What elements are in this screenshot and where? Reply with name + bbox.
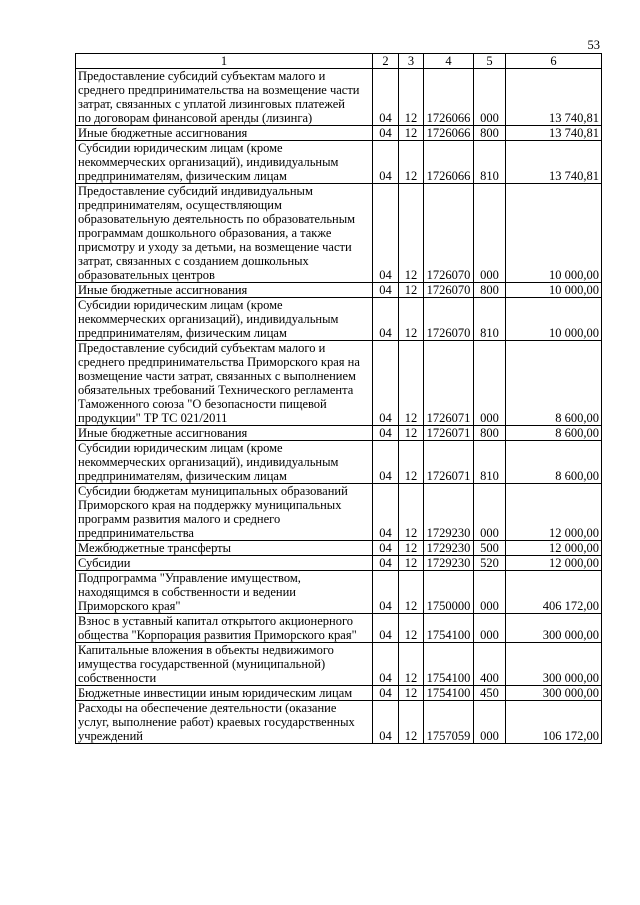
section-code: 04 (373, 541, 399, 556)
amount: 13 740,81 (506, 141, 602, 184)
column-header: 4 (424, 54, 474, 69)
target-article-code: 1726066 (424, 69, 474, 126)
section-code: 04 (373, 426, 399, 441)
row-description (76, 341, 373, 426)
target-article-code: 1726070 (424, 184, 474, 283)
section-code: 04 (373, 141, 399, 184)
row-description (76, 556, 373, 571)
expense-type-code: 500 (474, 541, 506, 556)
description-line: Бюджетные инвестиции иным юридическим лицам (78, 686, 353, 700)
expense-type-code: 800 (474, 126, 506, 141)
column-header: 6 (506, 54, 602, 69)
description-line: общества "Корпорация развития Приморского края" (78, 628, 357, 642)
table-row (76, 484, 602, 541)
target-article-code: 1726066 (424, 126, 474, 141)
row-description (76, 701, 373, 744)
table-row (76, 541, 602, 556)
subsection-code: 12 (399, 701, 424, 744)
description-line: Субсидии юридическим лицам (кроме (78, 298, 283, 312)
table-row (76, 643, 602, 686)
description-line: Приморского края на поддержку муниципальных (78, 498, 342, 512)
description-line: Подпрограмма "Управление имуществом, (78, 571, 301, 585)
description-line: образовательных центров (78, 268, 215, 282)
description-line: Субсидии юридическим лицам (кроме (78, 441, 283, 455)
amount: 300 000,00 (506, 614, 602, 643)
row-description (76, 541, 373, 556)
subsection-code: 12 (399, 556, 424, 571)
table-row (76, 441, 602, 484)
description-line: некоммерческих организаций), индивидуальным (78, 155, 339, 169)
target-article-code: 1750000 (424, 571, 474, 614)
description-line: учреждений (78, 729, 143, 743)
row-description (76, 298, 373, 341)
description-line: Предоставление субсидий субъектам малого и (78, 69, 326, 83)
amount: 300 000,00 (506, 686, 602, 701)
expense-type-code: 400 (474, 643, 506, 686)
table-row (76, 298, 602, 341)
target-article-code: 1729230 (424, 556, 474, 571)
amount: 406 172,00 (506, 571, 602, 614)
section-code: 04 (373, 686, 399, 701)
description-line: обязательных требований Технического регламента (78, 383, 354, 397)
section-code: 04 (373, 556, 399, 571)
description-line: присмотру и уходу за детьми, на возмещение части (78, 240, 352, 254)
column-header: 2 (373, 54, 399, 69)
description-line: Иные бюджетные ассигнования (78, 426, 248, 440)
row-description (76, 184, 373, 283)
description-line: некоммерческих организаций), индивидуальным (78, 312, 339, 326)
expense-type-code: 800 (474, 426, 506, 441)
description-line: программ развития малого и среднего (78, 512, 281, 526)
section-code: 04 (373, 614, 399, 643)
description-line: Расходы на обеспечение деятельности (оказание (78, 701, 337, 715)
row-description (76, 441, 373, 484)
subsection-code: 12 (399, 341, 424, 426)
description-line: собственности (78, 671, 157, 685)
target-article-code: 1726070 (424, 298, 474, 341)
section-code: 04 (373, 571, 399, 614)
target-article-code: 1729230 (424, 541, 474, 556)
amount: 12 000,00 (506, 541, 602, 556)
expense-type-code: 810 (474, 441, 506, 484)
row-description (76, 571, 373, 614)
description-line: предпринимателям, физическим лицам (78, 469, 287, 483)
target-article-code: 1726071 (424, 341, 474, 426)
description-line: Предоставление субсидий индивидуальным (78, 184, 313, 198)
amount: 10 000,00 (506, 184, 602, 283)
row-description (76, 283, 373, 298)
description-line: находящимся в собственности и ведении (78, 585, 296, 599)
subsection-code: 12 (399, 643, 424, 686)
row-description (76, 426, 373, 441)
target-article-code: 1757059 (424, 701, 474, 744)
subsection-code: 12 (399, 126, 424, 141)
description-line: Субсидии бюджетам муниципальных образований (78, 484, 348, 498)
column-header: 3 (399, 54, 424, 69)
section-code: 04 (373, 341, 399, 426)
table-row (76, 341, 602, 426)
section-code: 04 (373, 643, 399, 686)
description-line: продукции" ТР ТС 021/2011 (78, 411, 228, 425)
expense-type-code: 000 (474, 614, 506, 643)
column-header: 5 (474, 54, 506, 69)
table-row (76, 556, 602, 571)
description-line: услуг, выполнение работ) краевых государственных (78, 715, 355, 729)
subsection-code: 12 (399, 441, 424, 484)
table-row (76, 426, 602, 441)
expense-type-code: 000 (474, 701, 506, 744)
table-row (76, 686, 602, 701)
description-line: затрат, связанных с уплатой лизинговых платежей (78, 97, 345, 111)
section-code: 04 (373, 283, 399, 298)
subsection-code: 12 (399, 541, 424, 556)
target-article-code: 1754100 (424, 686, 474, 701)
column-header: 1 (76, 54, 373, 69)
description-line: Капитальные вложения в объекты недвижимого (78, 643, 334, 657)
description-line: некоммерческих организаций), индивидуальным (78, 455, 339, 469)
section-code: 04 (373, 126, 399, 141)
subsection-code: 12 (399, 298, 424, 341)
amount: 8 600,00 (506, 341, 602, 426)
section-code: 04 (373, 484, 399, 541)
amount: 8 600,00 (506, 441, 602, 484)
expense-type-code: 000 (474, 484, 506, 541)
target-article-code: 1754100 (424, 643, 474, 686)
section-code: 04 (373, 441, 399, 484)
expense-type-code: 520 (474, 556, 506, 571)
amount: 106 172,00 (506, 701, 602, 744)
expense-type-code: 000 (474, 69, 506, 126)
subsection-code: 12 (399, 184, 424, 283)
page-number: 53 (587, 38, 600, 52)
description-line: предпринимателям, физическим лицам (78, 326, 287, 340)
description-line: Субсидии (78, 556, 131, 570)
target-article-code: 1726066 (424, 141, 474, 184)
row-description (76, 614, 373, 643)
subsection-code: 12 (399, 69, 424, 126)
table-row (76, 141, 602, 184)
table-row (76, 283, 602, 298)
amount: 10 000,00 (506, 283, 602, 298)
description-line: возмещение части затрат, связанных с выполнением (78, 369, 356, 383)
subsection-code: 12 (399, 484, 424, 541)
expense-type-code: 450 (474, 686, 506, 701)
row-description (76, 484, 373, 541)
description-line: имущества государственной (муниципальной) (78, 657, 326, 671)
description-line: предпринимателям, физическим лицам (78, 169, 287, 183)
description-line: среднего предпринимательства Приморского края на (78, 355, 360, 369)
description-line: Межбюджетные трансферты (78, 541, 232, 555)
table-row (76, 184, 602, 283)
description-line: затрат, связанных с созданием дошкольных (78, 254, 309, 268)
description-line: Взнос в уставный капитал открытого акционерного (78, 614, 354, 628)
row-description (76, 686, 373, 701)
amount: 10 000,00 (506, 298, 602, 341)
table-row (76, 126, 602, 141)
section-code: 04 (373, 184, 399, 283)
expense-type-code: 810 (474, 298, 506, 341)
amount: 8 600,00 (506, 426, 602, 441)
row-description (76, 126, 373, 141)
expense-type-code: 000 (474, 341, 506, 426)
description-line: Иные бюджетные ассигнования (78, 126, 248, 140)
budget-table (75, 53, 602, 744)
description-line: Иные бюджетные ассигнования (78, 283, 248, 297)
table-row (76, 701, 602, 744)
description-line: предпринимателям, осуществляющим (78, 198, 282, 212)
section-code: 04 (373, 701, 399, 744)
description-line: образовательную деятельность по образовательным (78, 212, 356, 226)
table-row (76, 571, 602, 614)
subsection-code: 12 (399, 283, 424, 298)
amount: 12 000,00 (506, 484, 602, 541)
table-row (76, 69, 602, 126)
expense-type-code: 000 (474, 184, 506, 283)
row-description (76, 141, 373, 184)
section-code: 04 (373, 298, 399, 341)
description-line: Субсидии юридическим лицам (кроме (78, 141, 283, 155)
amount: 12 000,00 (506, 556, 602, 571)
subsection-code: 12 (399, 571, 424, 614)
description-line: Таможенного союза "О безопасности пищевой (78, 397, 327, 411)
target-article-code: 1729230 (424, 484, 474, 541)
expense-type-code: 000 (474, 571, 506, 614)
amount: 13 740,81 (506, 126, 602, 141)
description-line: среднего предпринимательства на возмещение части (78, 83, 360, 97)
expense-type-code: 810 (474, 141, 506, 184)
subsection-code: 12 (399, 614, 424, 643)
description-line: программам дошкольного образования, а также (78, 226, 332, 240)
subsection-code: 12 (399, 686, 424, 701)
subsection-code: 12 (399, 426, 424, 441)
target-article-code: 1754100 (424, 614, 474, 643)
description-line: предпринимательства (78, 526, 194, 540)
amount: 13 740,81 (506, 69, 602, 126)
subsection-code: 12 (399, 141, 424, 184)
target-article-code: 1726071 (424, 441, 474, 484)
target-article-code: 1726070 (424, 283, 474, 298)
section-code: 04 (373, 69, 399, 126)
table-header-row (76, 54, 602, 69)
expense-type-code: 800 (474, 283, 506, 298)
description-line: Предоставление субсидий субъектам малого и (78, 341, 326, 355)
target-article-code: 1726071 (424, 426, 474, 441)
row-description (76, 69, 373, 126)
row-description (76, 643, 373, 686)
description-line: Приморского края" (78, 599, 181, 613)
table-row (76, 614, 602, 643)
amount: 300 000,00 (506, 643, 602, 686)
description-line: по договорам финансовой аренды (лизинга) (78, 111, 313, 125)
